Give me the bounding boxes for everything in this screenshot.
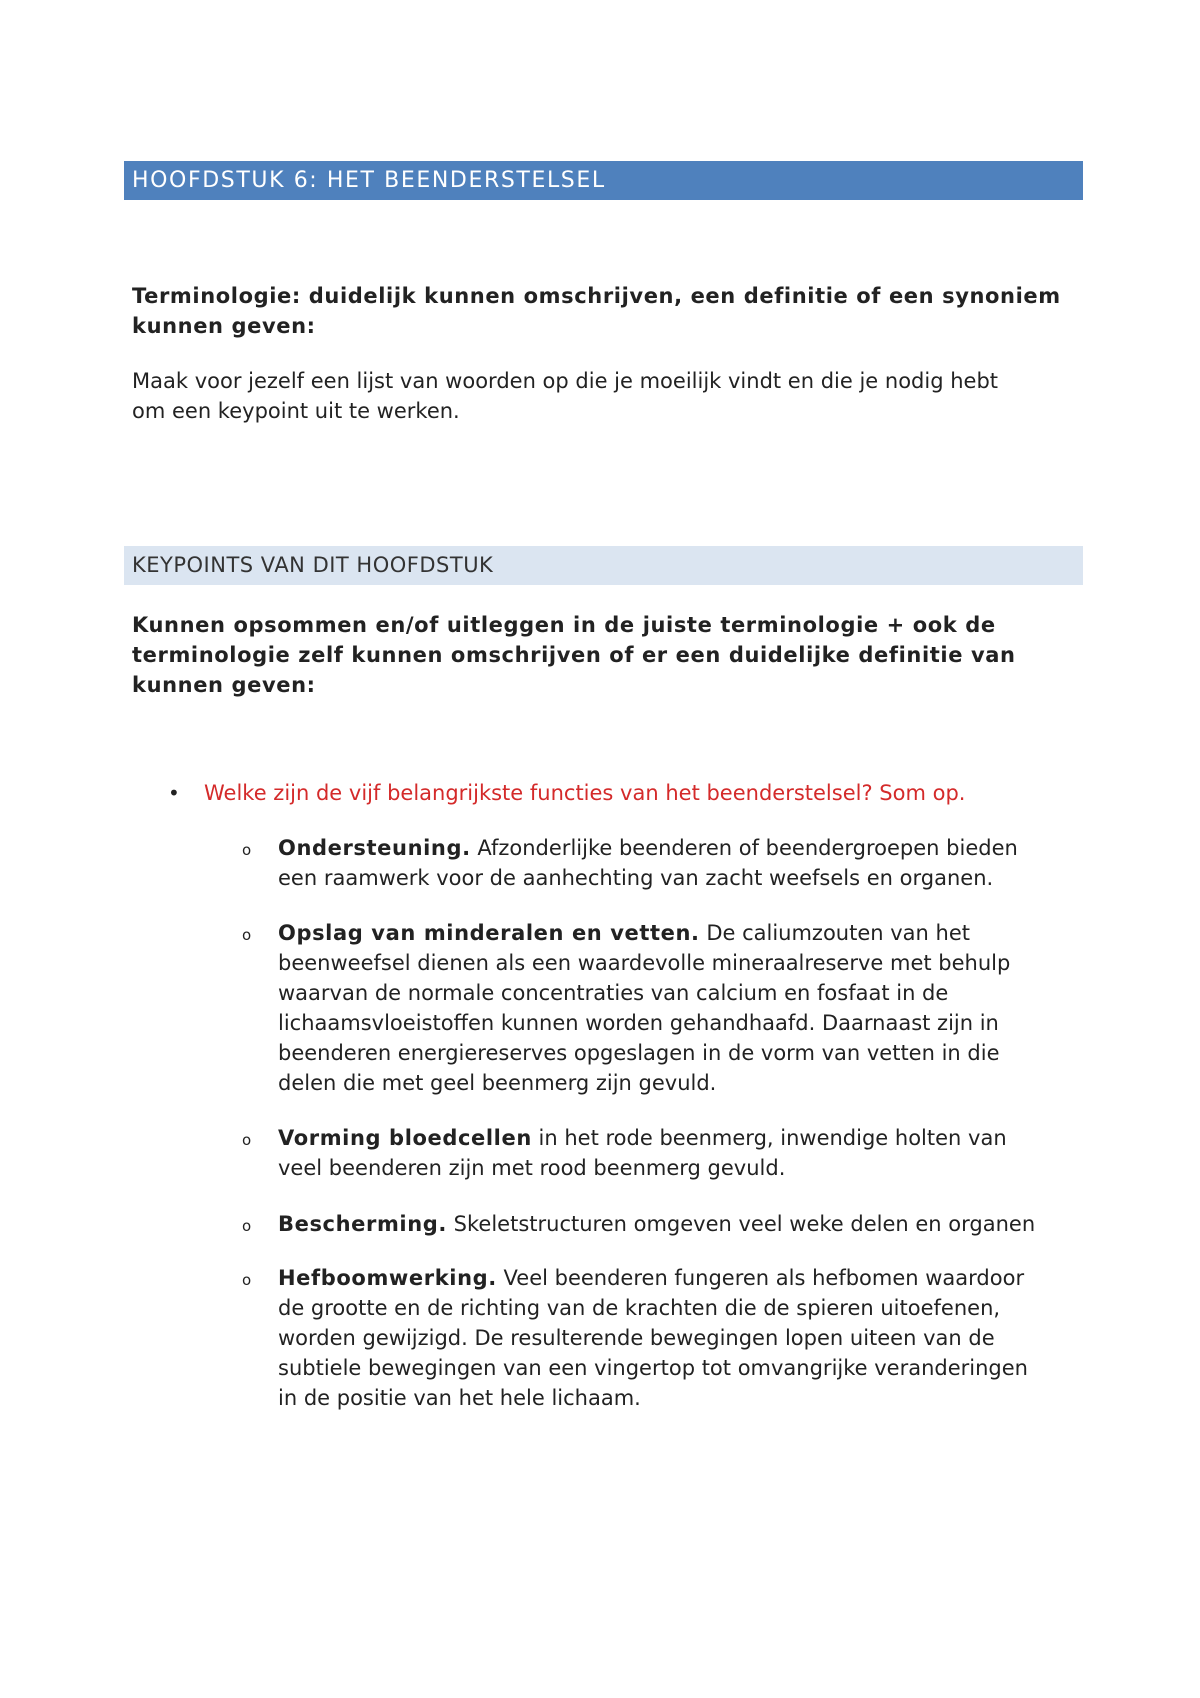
function-text — [278, 1209, 1078, 1239]
function-term: Hefboomwerking. — [278, 1266, 497, 1290]
function-line: delen die met geel beenmerg zijn gevuld. — [278, 1071, 717, 1095]
function-line: veel beenderen zijn met rood beenmerg gevuld. — [278, 1156, 786, 1180]
function-line: een raamwerk voor de aanhechting van zacht weefsels en organen. — [278, 866, 994, 890]
function-text — [278, 833, 1078, 893]
function-line: beenderen energiereserves opgeslagen in de vorm van vetten in die — [278, 1041, 1000, 1065]
function-line — [278, 1209, 1078, 1239]
terminology-body-line: Maak voor jezelf een lijst van woorden op die je moeilijk vindt en die je nodig hebt — [132, 369, 999, 393]
chapter-heading: HOOFDSTUK 6: HET BEENDERSTELSEL — [124, 161, 1083, 200]
function-line — [278, 1263, 1078, 1293]
function-description: Afzonderlijke beenderen of beendergroepen bieden — [470, 836, 1018, 860]
circle-bullet-icon: o — [242, 841, 252, 859]
function-term: Opslag van minderalen en vetten. — [278, 921, 700, 945]
function-line: beenweefsel dienen als een waardevolle mineraalreserve met behulp — [278, 951, 1011, 975]
function-term: Bescherming. — [278, 1212, 447, 1236]
function-line — [278, 918, 1078, 948]
function-line: worden gewijzigd. De resulterende bewegingen lopen uiteen van de — [278, 1326, 995, 1350]
function-term: Ondersteuning. — [278, 836, 471, 860]
terminology-body — [132, 366, 1082, 426]
function-line: subtiele bewegingen van een vingertop tot omvangrijke veranderingen — [278, 1356, 1028, 1380]
keypoints-heading: KEYPOINTS VAN DIT HOOFDSTUK — [124, 546, 1083, 585]
circle-bullet-icon: o — [242, 926, 252, 944]
terminology-title-line: Terminologie: duidelijk kunnen omschrijven, een definitie of een synoniem — [132, 284, 1061, 308]
keypoints-intro-line: Kunnen opsommen en/of uitleggen in de juiste terminologie + ook de — [132, 613, 996, 637]
function-text — [278, 918, 1078, 1098]
terminology-title-line: kunnen geven: — [132, 314, 316, 338]
keypoints-intro-line: kunnen geven: — [132, 673, 316, 697]
function-description: in het rode beenmerg, inwendige holten van — [531, 1126, 1007, 1150]
function-line: lichaamsvloeistoffen kunnen worden gehandhaafd. Daarnaast zijn in — [278, 1011, 999, 1035]
bullet-icon: • — [168, 781, 180, 805]
function-description: Skeletstructuren omgeven veel weke delen en organen — [447, 1212, 1036, 1236]
keypoints-intro — [132, 610, 1082, 700]
function-line — [278, 833, 1078, 863]
function-line: de grootte en de richting van de krachten die de spieren uitoefenen, — [278, 1296, 1001, 1320]
circle-bullet-icon: o — [242, 1271, 252, 1289]
function-line — [278, 1123, 1078, 1153]
function-description: Veel beenderen fungeren als hefbomen waardoor — [496, 1266, 1025, 1290]
question-text: Welke zijn de vijf belangrijkste functies van het beenderstelsel? Som op. — [204, 781, 966, 805]
function-term: Vorming bloedcellen — [278, 1126, 532, 1150]
circle-bullet-icon: o — [242, 1217, 252, 1235]
terminology-title — [132, 281, 1082, 341]
keypoints-intro-line: terminologie zelf kunnen omschrijven of er een duidelijke definitie van — [132, 643, 1016, 667]
function-description: De caliumzouten van het — [699, 921, 970, 945]
circle-bullet-icon: o — [242, 1131, 252, 1149]
function-line: waarvan de normale concentraties van calcium en fosfaat in de — [278, 981, 949, 1005]
function-text — [278, 1263, 1078, 1413]
terminology-body-line: om een keypoint uit te werken. — [132, 399, 460, 423]
function-line: in de positie van het hele lichaam. — [278, 1386, 641, 1410]
function-text — [278, 1123, 1078, 1183]
